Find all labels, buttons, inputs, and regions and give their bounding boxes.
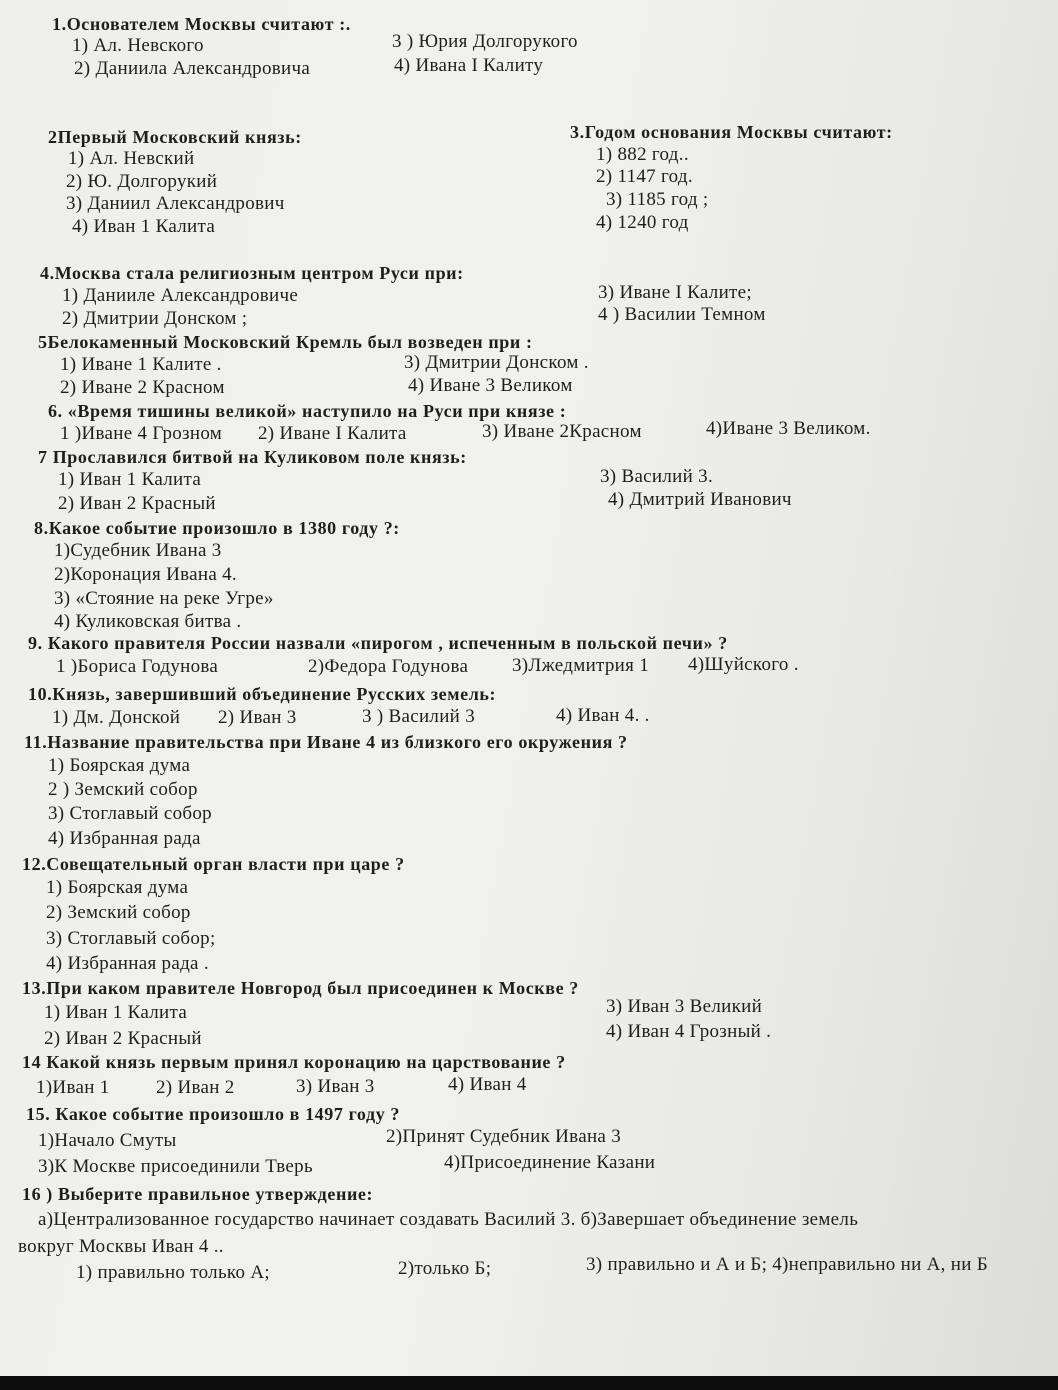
question-15-title: 15. Какое событие произошло в 1497 году ? (26, 1104, 400, 1124)
question-11-title: 11.Название правительства при Иване 4 из близкого его окружения ? (24, 732, 628, 752)
question-15-option-3: 3)К Москве присоединили Тверь (38, 1156, 313, 1177)
question-9-option-3: 3)Лжедмитрия 1 (512, 655, 650, 676)
question-2-option-1: 1) Ал. Невский (68, 148, 195, 169)
question-7-option-1: 1) Иван 1 Калита (58, 469, 202, 490)
question-12-option-2: 2) Земский собор (46, 902, 191, 923)
question-3-option-4: 4) 1240 год (596, 212, 689, 233)
question-8-option-2: 2)Коронация Ивана 4. (54, 564, 237, 585)
question-9-option-2: 2)Федора Годунова (308, 656, 469, 677)
question-4-option-3: 3) Иване I Калите; (598, 282, 752, 303)
question-7-title: 7 Прославился битвой на Куликовом поле князь: (38, 447, 467, 467)
question-2-option-3: 3) Даниил Александрович (66, 193, 285, 214)
question-1-option-3: 3 ) Юрия Долгорукого (392, 31, 578, 52)
question-5-option-1: 1) Иване 1 Калите . (60, 354, 222, 375)
question-8-title: 8.Какое событие произошло в 1380 году ?: (34, 518, 400, 538)
question-5-option-2: 2) Иване 2 Красном (60, 377, 225, 398)
question-5-option-4: 4) Иване 3 Великом (408, 375, 573, 396)
question-11-option-3: 3) Стоглавый собор (48, 803, 212, 824)
question-13-option-4: 4) Иван 4 Грозный . (606, 1021, 772, 1042)
question-6-option-1: 1 )Иване 4 Грозном (60, 423, 223, 444)
question-3-title: 3.Годом основания Москвы считают: (570, 122, 893, 142)
question-4-option-4: 4 ) Василии Темном (598, 304, 766, 325)
question-16-statement-line-1: а)Централизованное государство начинает создавать Василий 3. б)Завершает объединение земель (38, 1209, 859, 1230)
question-2-title: 2Первый Московский князь: (48, 127, 302, 147)
question-15-option-2: 2)Принят Судебник Ивана 3 (386, 1126, 621, 1147)
question-13-option-3: 3) Иван 3 Великий (606, 996, 763, 1017)
question-7-option-4: 4) Дмитрий Иванович (608, 489, 792, 510)
question-1-option-2: 2) Даниила Александровича (74, 58, 311, 79)
question-10-option-1: 1) Дм. Донской (52, 707, 181, 728)
question-11-option-1: 1) Боярская дума (48, 755, 191, 776)
question-5-option-3: 3) Дмитрии Донском . (404, 352, 589, 373)
question-12-option-4: 4) Избранная рада . (46, 953, 209, 974)
question-10-title: 10.Князь, завершивший объединение Русских земель: (28, 684, 497, 704)
question-10-option-3: 3 ) Василий 3 (362, 706, 476, 727)
question-16-option-2: 2)только Б; (398, 1258, 492, 1279)
question-6-title: 6. «Время тишины великой» наступило на Руси при князе : (48, 401, 567, 421)
question-15-option-4: 4)Присоединение Казани (444, 1152, 656, 1173)
question-14-option-3: 3) Иван 3 (296, 1076, 375, 1097)
question-14-option-2: 2) Иван 2 (156, 1077, 235, 1098)
question-13-option-2: 2) Иван 2 Красный (44, 1028, 202, 1049)
question-10-option-2: 2) Иван 3 (218, 707, 297, 728)
question-16-statement-line-2: вокруг Москвы Иван 4 .. (18, 1236, 224, 1257)
question-8-option-4: 4) Куликовская битва . (54, 611, 242, 632)
question-6-option-2: 2) Иване I Калита (258, 423, 407, 444)
question-1-option-1: 1) Ал. Невского (72, 35, 204, 56)
question-8-option-1: 1)Судебник Ивана 3 (54, 540, 222, 561)
question-4-title: 4.Москва стала религиозным центром Руси при: (40, 263, 464, 283)
question-2-option-4: 4) Иван 1 Калита (72, 216, 216, 237)
question-8-option-3: 3) «Стояние на реке Угре» (54, 588, 274, 609)
question-16-title: 16 ) Выберите правильное утверждение: (22, 1184, 374, 1204)
question-10-option-4: 4) Иван 4. . (556, 705, 650, 726)
question-2-option-2: 2) Ю. Долгорукий (66, 171, 218, 192)
question-14-option-4: 4) Иван 4 (448, 1074, 527, 1095)
question-16-option-1: 1) правильно только А; (76, 1262, 270, 1283)
question-14-option-1: 1)Иван 1 (36, 1077, 110, 1098)
question-13-option-1: 1) Иван 1 Калита (44, 1002, 188, 1023)
question-1-option-4: 4) Ивана I Калиту (394, 55, 544, 76)
question-5-title: 5Белокаменный Московский Кремль был возведен при : (38, 332, 533, 352)
question-3-option-2: 2) 1147 год. (596, 166, 693, 187)
question-11-option-2: 2 ) Земский собор (48, 779, 198, 800)
question-14-title: 14 Какой князь первым принял коронацию на царствование ? (22, 1052, 566, 1072)
question-15-option-1: 1)Начало Смуты (38, 1130, 177, 1151)
question-7-option-2: 2) Иван 2 Красный (58, 493, 216, 514)
question-9-option-4: 4)Шуйского . (688, 654, 799, 675)
question-11-option-4: 4) Избранная рада (48, 828, 201, 849)
question-3-option-3: 3) 1185 год ; (606, 189, 709, 210)
question-12-option-1: 1) Боярская дума (46, 877, 189, 898)
question-4-option-2: 2) Дмитрии Донском ; (62, 308, 248, 329)
question-6-option-4: 4)Иване 3 Великом. (706, 418, 871, 439)
question-9-title: 9. Какого правителя России назвали «пирогом , испеченным в польской печи» ? (28, 633, 728, 653)
question-12-title: 12.Совещательный орган власти при царе ? (22, 854, 405, 874)
question-16-option-3-4: 3) правильно и А и Б; 4)неправильно ни А, ни Б (586, 1254, 988, 1275)
question-12-option-3: 3) Стоглавый собор; (46, 928, 216, 949)
question-13-title: 13.При каком правителе Новгород был присоединен к Москве ? (22, 978, 579, 998)
question-3-option-1: 1) 882 год.. (596, 144, 689, 165)
question-1-title: 1.Основателем Москвы считают :. (52, 14, 351, 34)
question-7-option-3: 3) Василий 3. (600, 466, 714, 487)
question-4-option-1: 1) Данииле Александровиче (62, 285, 299, 306)
question-6-option-3: 3) Иване 2Красном (482, 421, 642, 442)
question-9-option-1: 1 )Бориса Годунова (56, 656, 219, 677)
